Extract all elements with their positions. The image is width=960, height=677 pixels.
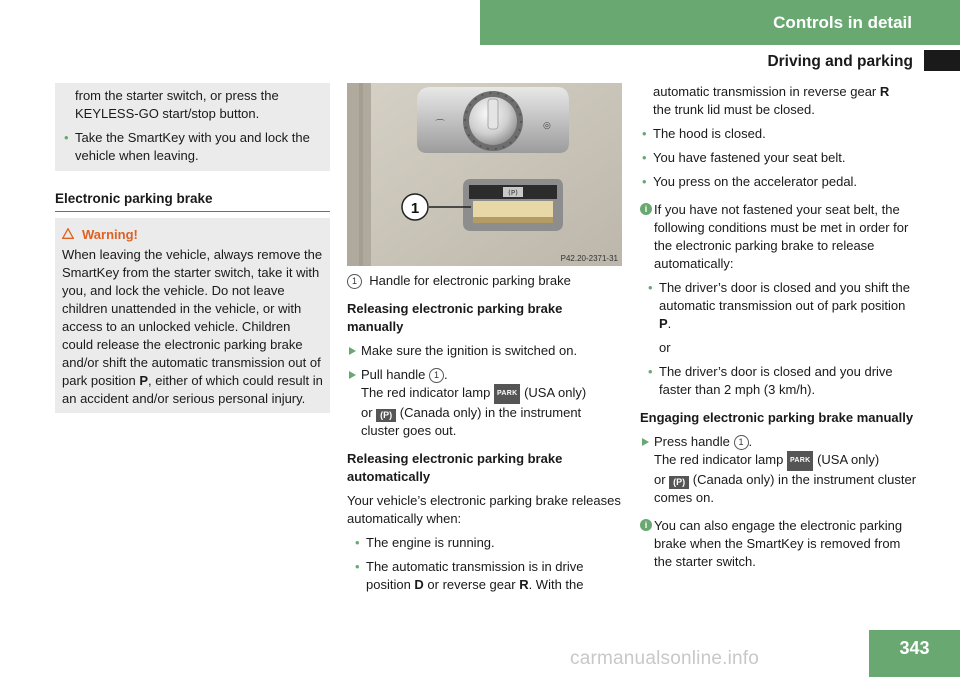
callout-number: 1 [347,274,362,289]
info-icon: i [640,519,652,531]
p-lamp-icon: (P) [376,409,396,422]
warning-text-a: When leaving the vehicle, always remove the SmartKey from the starter switch, take it with you, and lock the vehicle. Do not leave children unattended in the vehicle, or with access to an unlocked vehicle. Children could release the electronic parking brake and/or shift the automatic transmission out of park position [62,247,323,388]
svg-text:⌒: ⌒ [435,120,445,131]
step-text: Pull handle [361,367,429,382]
step-text: or [361,405,377,420]
step-item [640,433,920,507]
info-note [640,517,920,571]
bullet-item: • The driver’s door is closed and you drive faster than 2 mph (3 km/h). [646,363,920,399]
or-text: or [659,340,671,355]
info-text: If you have not fastened your seat belt, the following conditions must be met in order for the electronic parking brake to release automatically: [654,202,909,271]
section-header [480,0,960,45]
column-right [640,83,920,577]
info-text: You can also engage the electronic parking brake when the SmartKey is removed from the starter switch. [654,518,903,569]
svg-text:◎: ◎ [543,121,551,131]
info-note [640,201,920,273]
page-number: 343 [869,630,960,677]
watermark: carmanualsonline.info [570,648,760,669]
step-text: . [443,367,448,382]
warning-gear-p: P [139,373,148,388]
step-text: Press handle [654,434,734,449]
gear-p: P [659,316,668,331]
bullet-text: The driver’s door is closed and you shift the automatic transmission out of park position [659,280,910,313]
subsection-title: Driving and parking [767,53,913,70]
warning-text-b: , either of which could result in an accident and/or serious personal injury. [62,373,323,406]
svg-text:(P): (P) [508,189,518,197]
step-text: (Canada only) in the instrument cluster goes out. [361,405,582,438]
photo-code: P42.20-2371-31 [560,254,618,263]
paragraph: Your vehicle’s electronic parking brake releases automatically when: [347,493,621,526]
bullet-text: or reverse gear [423,577,520,592]
continued-text [640,83,920,119]
p-lamp-icon: (P) [669,476,689,489]
step-item: Make sure the ignition is switched on. [347,342,622,360]
gear-d: D [414,577,424,592]
gear-r: R [519,577,529,592]
step-item [347,366,622,440]
bullet-item: • You have fastened your seat belt. [640,149,920,167]
step-text: (Canada only) in the instrument cluster comes on. [654,472,917,505]
bullet-item: • The hood is closed. [640,125,920,143]
bullet-item: • The engine is running. [353,534,622,552]
column-middle [347,272,622,600]
section-heading: Electronic parking brake [55,190,330,212]
warning-box [55,218,330,413]
subheading-release-manual: Releasing electronic parking brake manually [347,301,563,334]
step-text: (USA only) [520,385,587,400]
park-lamp-icon: PARK [494,384,521,404]
step-text: The red indicator lamp [654,452,787,467]
bullet-text: The automatic transmission is in drive position [366,559,584,592]
photo-caption [347,272,622,290]
section-title: Controls in detail [773,12,912,32]
warning-icon [62,226,74,244]
bullet-text: . With the [528,577,584,592]
column-left [55,83,330,413]
gear-r: R [879,84,890,99]
continued-text: from the starter switch, or press the KEYLESS-GO start/stop button. [75,88,279,121]
cont-text: automatic transmission in reverse gear [653,84,880,99]
bullet-item: • You press on the accelerator pedal. [640,173,920,191]
warning-text [62,246,323,408]
callout-number: 1 [734,435,749,450]
continued-box [55,83,330,171]
caption-text: Handle for electronic parking brake [369,273,571,288]
subheading-release-auto: Releasing electronic parking brake automatically [347,451,563,484]
parking-brake-photo [347,83,622,266]
warning-title [62,226,323,244]
photo-callout: 1 [410,200,420,217]
step-text: (USA only) [813,452,880,467]
step-text: or [654,472,670,487]
cont-text: the trunk lid must be closed. [653,102,815,117]
bullet-item [646,279,920,333]
step-text: . [748,434,753,449]
info-icon: i [640,203,652,215]
bullet-item: • Take the SmartKey with you and lock the vehicle when leaving. [62,129,323,165]
header-marker [924,50,960,71]
bullet-item [353,558,622,594]
callout-number: 1 [429,368,444,383]
step-text: The red indicator lamp [361,385,494,400]
park-lamp-icon: PARK [787,451,814,471]
bullet-text: . [667,316,672,331]
subheading-engage-manual: Engaging electronic parking brake manually [640,410,914,425]
warning-title-text: Warning! [82,227,138,242]
